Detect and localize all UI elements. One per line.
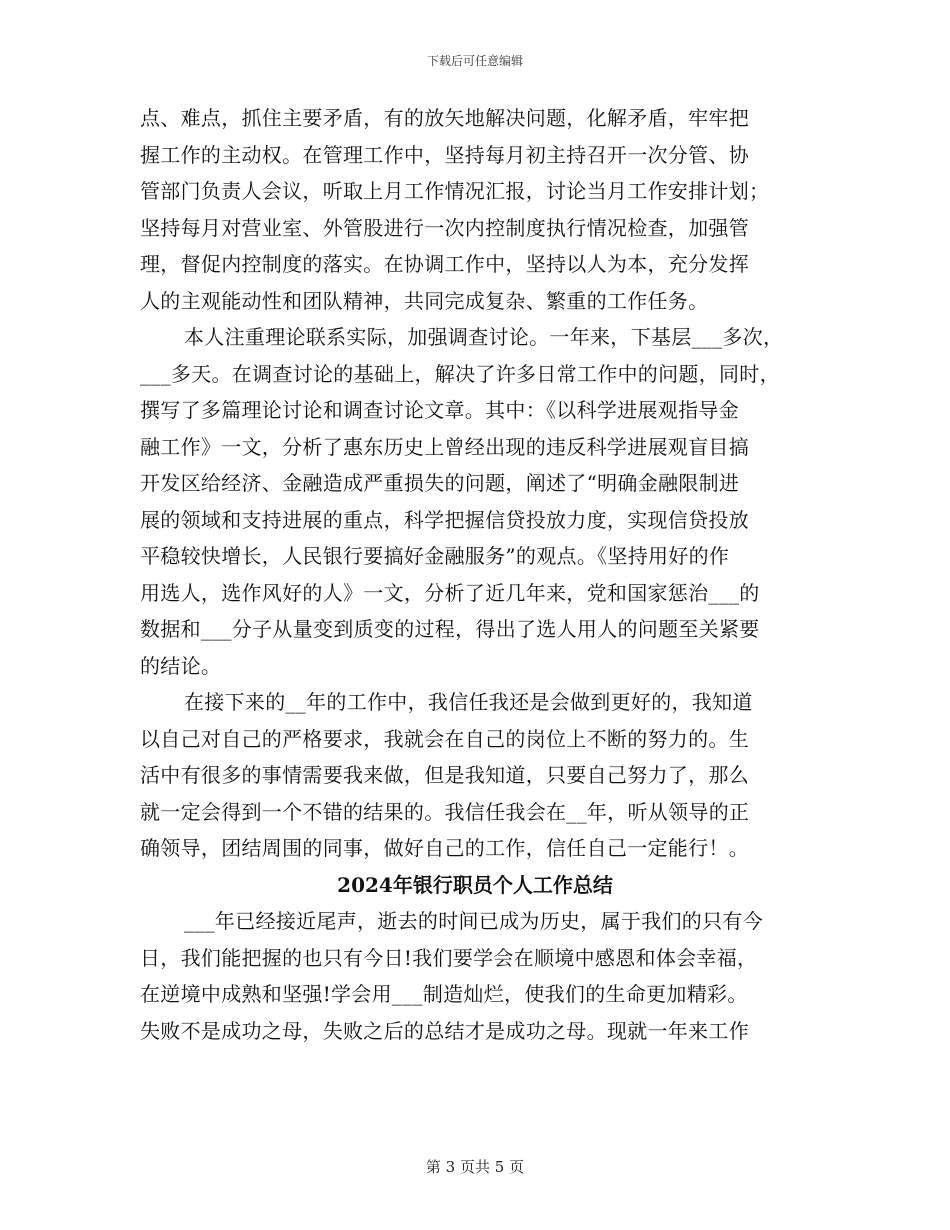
text-line: 活中有很多的事情需要我来做，但是我知道，只要自己努力了，那么 bbox=[140, 763, 749, 787]
text-line: 用选人，选作风好的人》一文，分析了近几年来，党和国家惩治___的 bbox=[140, 580, 760, 605]
text-line: ___多天。在调查讨论的基础上，解决了许多日常工作中的问题，同时， bbox=[140, 361, 780, 386]
paragraph-summary-intro bbox=[140, 903, 810, 1049]
paragraph-outlook bbox=[140, 684, 810, 867]
text-line: 就一定会得到一个不错的结果的。我信任我会在__年，听从领导的正 bbox=[140, 799, 750, 824]
text-line: 坚持每月对营业室、外管股进行一次内控制度执行情况检查，加强管 bbox=[140, 215, 749, 240]
text-line: 确领导，团结周围的同事，做好自己的工作，信任自己一定能行！。 bbox=[140, 836, 749, 860]
text-line: 人的主观能动性和团队精神，共同完成复杂、繁重的工作任务。 bbox=[140, 288, 709, 313]
text-line: 的结论。 bbox=[140, 653, 222, 678]
section-title: 2024年银行职员个人工作总结 bbox=[337, 872, 613, 897]
text-line: ___年已经接近尾声，逝去的时间已成为历史，属于我们的只有今 bbox=[184, 909, 763, 933]
text-line: 管部门负责人会议，听取上月工作情况汇报，讨论当月工作安排计划； bbox=[140, 179, 770, 203]
text-line: 融工作》一文，分析了惠东历史上曾经出现的违反科学进展观盲目搞 bbox=[140, 434, 749, 459]
page-number: 第 3 页共 5 页 bbox=[425, 1158, 525, 1176]
text-line: 本人注重理论联系实际，加强调查讨论。一年来，下基层___多次， bbox=[184, 325, 784, 349]
paragraph-research bbox=[140, 319, 810, 684]
text-line: 点、难点，抓住主要矛盾，有的放矢地解决问题，化解矛盾，牢牢把 bbox=[140, 106, 749, 130]
text-line: 数据和___分子从量变到质变的过程，得出了选人用人的问题至关紧要 bbox=[140, 617, 760, 641]
text-line: 开发区给经济、金融造成严重损失的问题，阐述了“明确金融限制进 bbox=[140, 471, 740, 495]
document-body bbox=[140, 100, 810, 1049]
text-line: 失败不是成功之母，失败之后的总结才是成功之母。现就一年来工作 bbox=[140, 1018, 749, 1043]
text-line: 展的领域和支持进展的重点，科学把握信贷投放力度，实现信贷投放 bbox=[140, 507, 749, 532]
text-line: 在接下来的__年的工作中，我信任我还是会做到更好的，我知道 bbox=[184, 690, 753, 714]
text-line: 理，督促内控制度的落实。在协调工作中，坚持以人为本，充分发挥 bbox=[140, 252, 749, 276]
text-line: 撰写了多篇理论讨论和调查讨论文章。其中：《以科学进展观指导金 bbox=[140, 398, 739, 422]
page-header-note: 下载后可任意编辑 bbox=[426, 54, 523, 68]
text-line: 平稳较快增长，人民银行要搞好金融服务”的观点。《坚持用好的作 bbox=[140, 544, 730, 568]
paragraph-management bbox=[140, 100, 810, 319]
text-line: 在逆境中成熟和坚强!学会用___制造灿烂，使我们的生命更加精彩。 bbox=[140, 982, 748, 1006]
text-line: 以自己对自己的严格要求，我就会在自己的岗位上不断的努力的。生 bbox=[140, 726, 749, 751]
text-line: 日，我们能把握的也只有今日!我们要学会在顺境中感恩和体会幸福， bbox=[140, 945, 758, 970]
text-line: 握工作的主动权。在管理工作中，坚持每月初主持召开一次分管、协 bbox=[140, 142, 749, 167]
